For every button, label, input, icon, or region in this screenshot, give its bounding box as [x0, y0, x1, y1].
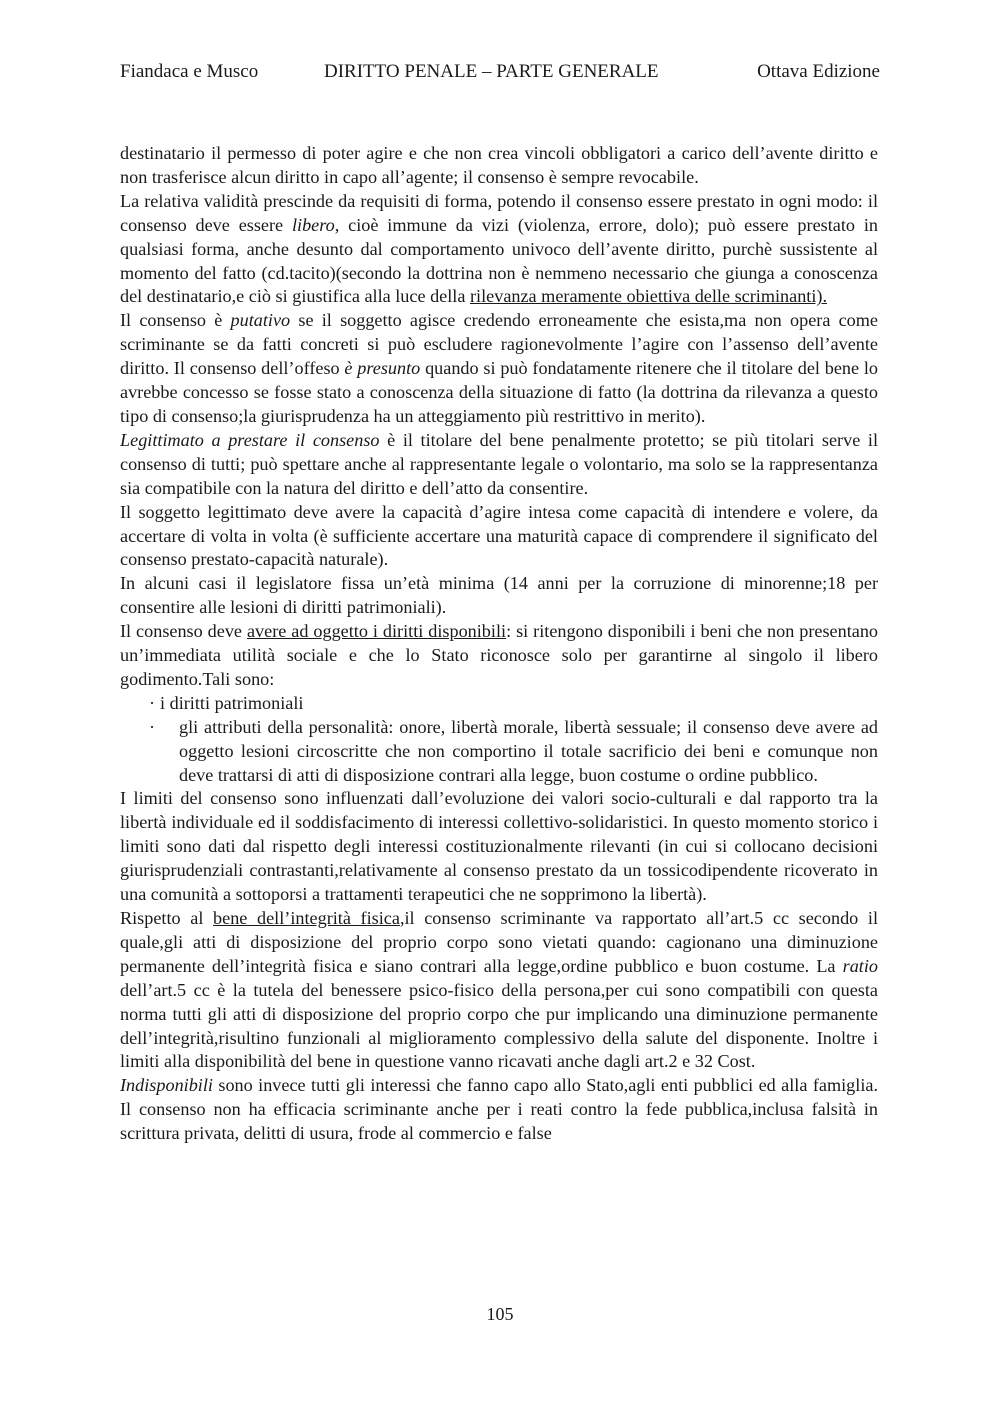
list-item — [120, 692, 878, 716]
paragraph-9 — [120, 907, 878, 1074]
list-item — [120, 716, 878, 788]
bullet-marker: · — [149, 692, 156, 713]
text-span: Il consenso è — [120, 310, 231, 331]
paragraph-3 — [120, 309, 878, 429]
paragraph-5: Il soggetto legittimato deve avere la capacità d’agire intesa come capacità di intendere e volere, da accertare di volta in volta (è sufficiente accertare una maturità capace di comprendere il significato del consenso prestato-capacità naturale). — [120, 501, 878, 570]
italic-term: è presunto — [344, 358, 421, 379]
text-span: ,il consenso scriminante va rapportato all’art.5 cc secondo il quale,gli atti di disposizione del proprio corpo sono vietati quando: cagionano una diminuzione permanente dell’integrità fisica e siano contrari alla legge,ordine pubblico e buon costume. La — [120, 908, 878, 976]
text-span: La relativa validità prescinde da requisiti di forma, potendo il consenso essere prestato in ogni modo: il consenso deve essere — [120, 190, 878, 235]
text-span: dell’art.5 cc è la tutela del benessere psico-fisico della persona,per cui sono compatibili con questa norma tutti gli atti di disposizione del proprio corpo che pur implicando una diminuzione permanente dell’integrità,risultino funzionali al miglioramento complessivo della salute del disponente. Inoltre i limiti alla disponibilità del bene in questione vanno ricavati anche dagli art.2 e 32 Cost. — [120, 979, 878, 1072]
underlined-phrase: avere ad oggetto i diritti disponibili — [246, 621, 507, 642]
italic-term: libero — [291, 214, 335, 235]
paragraph-4 — [120, 429, 878, 501]
list-item-text: i diritti patrimoniali — [160, 692, 304, 713]
italic-term: ratio — [842, 955, 878, 976]
page-number: 105 — [486, 1304, 514, 1324]
body-text — [120, 142, 878, 1146]
list-item-text: gli attributi della personalità: onore, libertà morale, libertà sessuale; il consenso deve avere ad oggetto lesioni circoscritte che non comportino il totale sacrificio dei beni e comunque non deve trattarsi di atti di disposizione contrari alla legge, buon costume o ordine pubblico. — [179, 716, 878, 785]
text-span: se il soggetto agisce credendo erroneamente che esista,ma non opera come scriminante se da fatti concreti si può escludere ragionevolmente l’agire con l’assenso dell’avente diritto. Il consenso dell’offeso — [120, 310, 878, 379]
underlined-phrase: bene dell’integrità fisica — [213, 908, 400, 928]
paragraph-7 — [120, 620, 878, 692]
text-span: , cioè immune da vizi (violenza, errore, dolo); può essere prestato in qualsiasi forma, anche desunto dal comportamento univoco dell’avente diritto, purchè sussistente al momento del fatto (cd.tacito)(secondo la dottrina non è nemmeno necessario che giunga a conoscenza del destinatario,e ciò si giustifica alla luce della — [120, 214, 878, 307]
paragraph-6: In alcuni casi il legislatore fissa un’età minima (14 anni per la corruzione di minorenne;18 per consentire alle lesioni di diritti patrimoniali). — [120, 573, 878, 618]
text-span: quando si può fondatamente ritenere che il titolare del bene lo avrebbe concesso se fosse stato a conoscenza della situazione di fatto (la dottrina da rilevanza a questo tipo di consenso;la giurisprudenza ha un atteggiamento più restrittivo in merito). — [120, 358, 879, 426]
italic-term: Legittimato a prestare il consenso — [120, 429, 380, 450]
italic-term: Indisponibili — [120, 1075, 213, 1096]
bullet-marker: · — [149, 716, 156, 737]
text-span: Rispetto al — [120, 908, 214, 928]
underlined-phrase: rilevanza meramente obiettiva delle scriminanti). — [469, 286, 828, 307]
text-span: sono invece tutti gli interessi che fanno capo allo Stato,agli enti pubblici ed alla famiglia. Il consenso non ha efficacia scriminante anche per i reati contro la fede pubblica,inclusa falsità in scrittura privata, delitti di usura, frode al commercio e false — [120, 1075, 878, 1144]
header-authors: Fiandaca e Musco — [120, 61, 259, 82]
text-span: : si ritengono disponibili i beni che non presentano un’immediata utilità sociale e che lo Stato riconosce solo per garantirne al singolo il libero godimento.Tali sono: — [120, 621, 879, 689]
italic-term: putativo — [230, 310, 291, 331]
paragraph-2 — [120, 190, 878, 310]
header-title: DIRITTO PENALE – PARTE GENERALE — [324, 61, 659, 82]
paragraph-8: I limiti del consenso sono influenzati dall’evoluzione dei valori socio-culturali e dal rapporto tra la libertà individuale ed il soddisfacimento di interessi collettivo-solidaristici. In questo momento storico i limiti sono dati dal rispetto degli interessi costituzionalmente rilevanti (in cui si collocano decisioni giurisprudenziali contrastanti,relativamente al consenso prestato da un tossicodipendente ricoverato in una comunità a sottoporsi a trattamenti terapeutici che ne sopprimono la libertà). — [120, 788, 878, 905]
header-edition: Ottava Edizione — [757, 61, 880, 82]
text-span: Il consenso deve — [120, 621, 247, 642]
paragraph-1: destinatario il permesso di poter agire e che non crea vincoli obbligatori a carico dell’avente diritto e non trasferisce alcun diritto in capo all’agente; il consenso è sempre revocabile. — [120, 143, 878, 187]
paragraph-10 — [120, 1074, 878, 1146]
bullet-list — [120, 692, 878, 788]
text-span: è il titolare del bene penalmente protetto; se più titolari serve il consenso di tutti; può spettare anche al rappresentante legale o volontario, ma solo se la rappresentanza sia compatibile con la natura del diritto e dell’atto da consentire. — [120, 429, 878, 498]
